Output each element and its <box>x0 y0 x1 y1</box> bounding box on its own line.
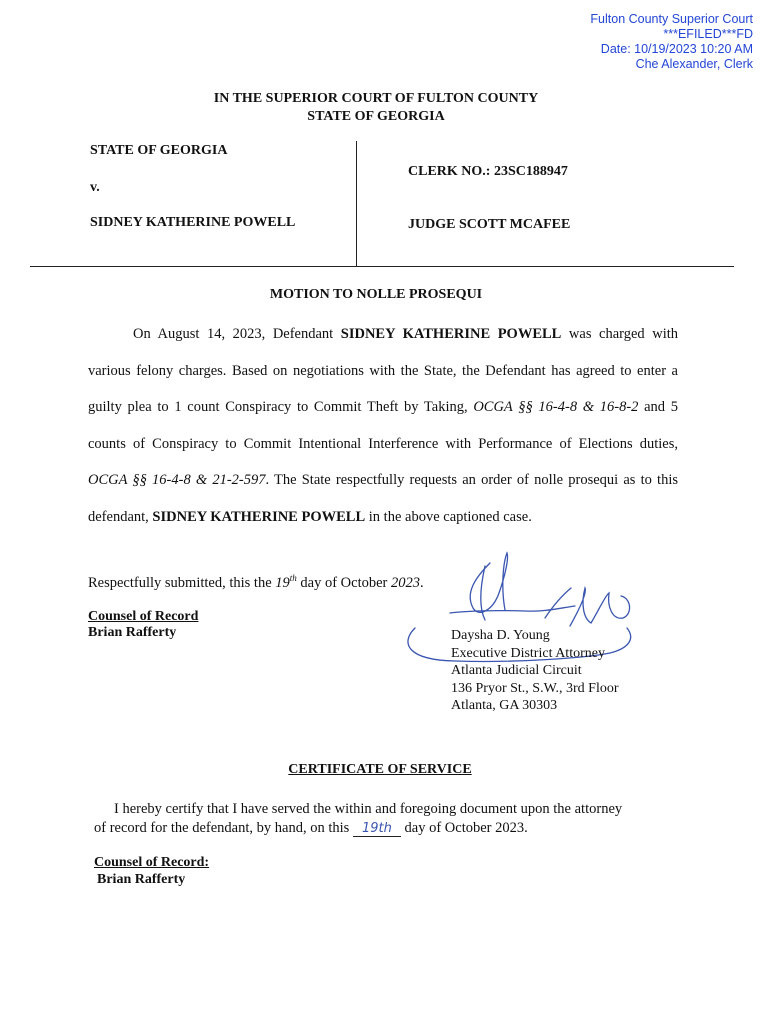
caption-clerk-number: CLERK NO.: 23SC188947 <box>408 164 568 179</box>
caption-versus: v. <box>90 180 100 195</box>
citation-theft: OCGA §§ 16-4-8 & 16-8-2 <box>473 399 639 415</box>
signer-circuit: Atlanta Judicial Circuit <box>451 663 582 678</box>
caption-divider-horizontal <box>30 266 734 267</box>
caption-plaintiff: STATE OF GEORGIA <box>90 143 228 158</box>
handwritten-day: 19th <box>353 822 401 837</box>
signer-block <box>451 627 619 715</box>
efile-marker: ***EFILED***FD <box>663 27 753 41</box>
caption-defendant: SIDNEY KATHERINE POWELL <box>90 215 296 230</box>
submission-line: Respectfully submitted, this the 19th day of October 2023. <box>88 573 424 591</box>
efile-date: Date: 10/19/2023 10:20 AM <box>600 42 753 56</box>
efile-stamp <box>590 12 753 72</box>
motion-title: MOTION TO NOLLE PROSEQUI <box>269 287 483 302</box>
counsel-name: Brian Rafferty <box>88 625 177 640</box>
signer-address-line2: Atlanta, GA 30303 <box>451 698 558 713</box>
court-name: IN THE SUPERIOR COURT OF FULTON COUNTY <box>213 91 539 106</box>
counsel-label: Counsel of Record <box>88 609 199 624</box>
defendant-name: SIDNEY KATHERINE POWELL <box>340 326 562 342</box>
motion-body: On August 14, 2023, Defendant SIDNEY KATHERINE POWELL was charged with various felony charges. Based on negotiations with the State, the Defendant has agreed to enter a guilty plea to 1 count Conspiracy to Commit Theft by Taking, OCGA §§ 16-4-8 & 16-8-2 and 5 counts of Conspiracy to Commit Intentional Interference with Performance of Elections duties, OCGA §§ 16-4-8 & 21-2-597. The State respectfully requests an order of nolle prosequi as to this defendant, SIDNEY KATHERINE POWELL in the above captioned case. <box>88 326 679 525</box>
counsel-label-2: Counsel of Record: <box>94 855 210 870</box>
certificate-line-2: of record for the defendant, by hand, on this 19th day of October 2023. <box>94 820 528 836</box>
signer-title: Executive District Attorney <box>451 645 605 661</box>
court-state: STATE OF GEORGIA <box>307 109 445 124</box>
signer-name: Daysha D. Young <box>451 628 550 643</box>
efile-court: Fulton County Superior Court <box>590 12 753 26</box>
efile-clerk: Che Alexander, Clerk <box>635 57 753 71</box>
certificate-title: CERTIFICATE OF SERVICE <box>288 762 472 777</box>
citation-elections: OCGA §§ 16-4-8 & 21-2-597 <box>88 472 266 488</box>
signer-address-line1: 136 Pryor St., S.W., 3rd Floor <box>451 680 619 696</box>
counsel-name-2: Brian Rafferty <box>97 872 186 887</box>
defendant-name-2: SIDNEY KATHERINE POWELL <box>152 508 366 525</box>
certificate-line-1: I hereby certify that I have served the within and foregoing document upon the attorney <box>114 801 623 817</box>
caption-judge: JUDGE SCOTT MCAFEE <box>408 217 571 232</box>
court-heading <box>0 90 752 126</box>
caption-divider-vertical <box>356 141 357 267</box>
